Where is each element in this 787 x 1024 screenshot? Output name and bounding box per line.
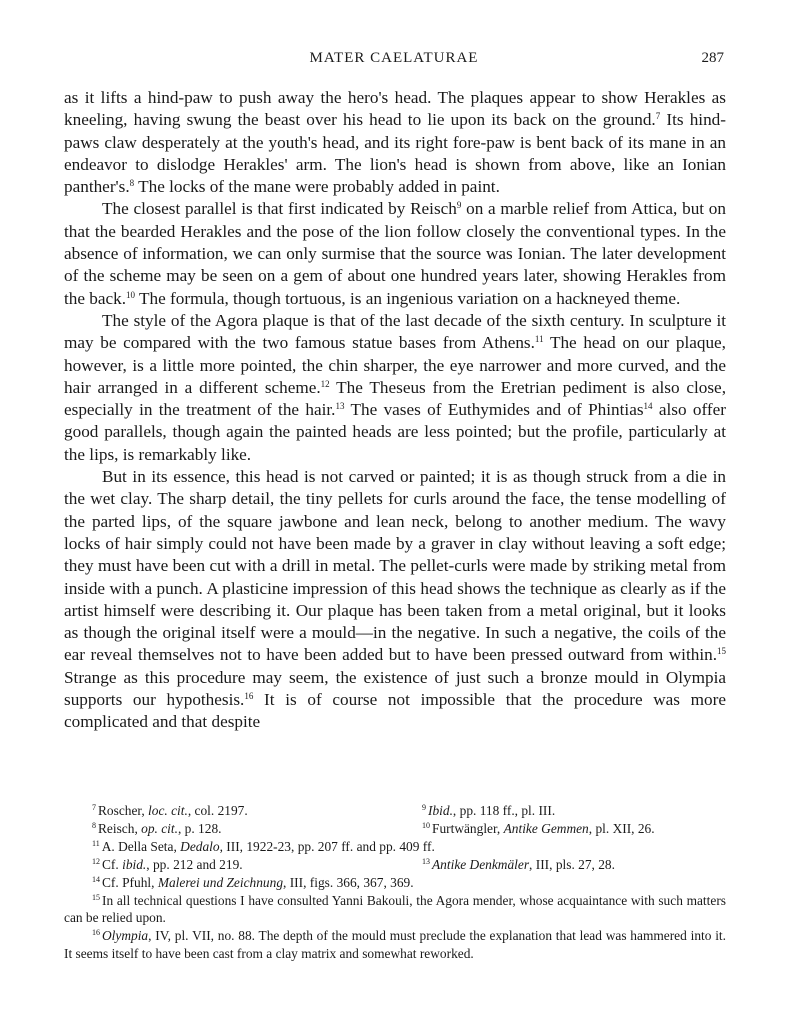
footnote-number: 7: [92, 803, 96, 812]
running-title: MATER CAELATURAE: [309, 50, 479, 66]
footnote-number: 14: [92, 874, 100, 884]
footnote-ref: 16: [244, 691, 254, 702]
footnote: [64, 892, 726, 928]
footnote-ref: 11: [534, 334, 544, 345]
text-run: Strange as this procedure may seem, the existence of just such a bronze mould in Olympia supports our hypothesis.: [64, 667, 726, 710]
footnote: [394, 856, 724, 874]
footnote-number: 11: [92, 838, 100, 848]
footnote-ref: 10: [126, 289, 136, 300]
footnote-ref: 12: [320, 378, 330, 389]
text-run: Furtwängler,: [432, 820, 504, 836]
text-run: The locks of the mane were probably added in paint.: [134, 177, 500, 197]
text-run: as it lifts a hind-paw to push away the hero's head. The plaques appear to show Herakles as kneeling, having swung the beast over his head to lie upon its back on the ground.: [64, 88, 726, 130]
text-run: , III, 1922-23, pp. 207 ff. and pp. 409 ff.: [219, 838, 435, 854]
text-run: , IV, pl. VII, no. 88. The depth of the mould must preclude the explanation that lead was hammered into it. It seems itself to have been cast from a clay matrix and somewhat reworked.: [64, 928, 726, 962]
italic-text: Olympia: [102, 928, 149, 944]
text-run: Cf.: [102, 856, 123, 872]
italic-text: Malerei und Zeichnung: [157, 874, 284, 890]
footnote: [64, 802, 394, 820]
footnotes: [64, 802, 726, 963]
italic-text: Antike Gemmen: [503, 820, 589, 836]
italic-text: Antike Denkmäler: [432, 856, 530, 872]
italic-text: Ibid.: [428, 803, 453, 818]
text-run: also offer good parallels, though again the painted heads are less pointed; but the profile, particularly at the lips, is remarkably like.: [64, 400, 726, 464]
italic-text: loc. cit.: [148, 803, 188, 818]
text-run: on a marble relief from Attica, but on that the bearded Herakles and the pose of the lion follow closely the conventional types. In the absence of information, we can only surmise that the source was Ionian. The later development of the scheme may be seen on a gem of about one hundred years later, showing Herakles from the back.: [64, 199, 726, 308]
footnote-row: [64, 820, 726, 838]
text-run: The closest parallel is that first indicated by Reisch: [102, 199, 457, 219]
footnote: [394, 820, 724, 838]
text-run: The vases of Euthymides and of Phintias: [344, 400, 644, 420]
footnote-ref: 13: [335, 401, 345, 412]
text-run: Roscher,: [98, 803, 149, 818]
paragraph: [64, 466, 726, 734]
footnote: [394, 802, 724, 820]
text-run: , pl. XII, 26.: [588, 820, 655, 836]
footnote: [64, 927, 726, 963]
text-run: The head on our plaque, however, is a little more pointed, the chin sharper, the eye narrower and more curved, and the hair arranged in a different scheme.: [64, 333, 726, 397]
text-run: , III, pls. 27, 28.: [529, 856, 615, 872]
footnote-number: 8: [92, 820, 96, 830]
text-run: , III, figs. 366, 367, 369.: [283, 874, 414, 890]
text-run: , pp. 212 and 219.: [146, 856, 243, 872]
italic-text: ibid.: [122, 856, 147, 872]
text-run: Cf. Pfuhl,: [102, 874, 158, 890]
footnote-ref: 8: [129, 178, 135, 189]
page-number: 287: [701, 50, 724, 66]
footnote-row: [64, 856, 726, 874]
footnote-ref: 9: [456, 200, 462, 211]
text-run: In all technical questions I have consulted Yanni Bakouli, the Agora mender, whose acquaintance with such matters can be relied upon.: [64, 892, 726, 926]
text-run: The style of the Agora plaque is that of the last decade of the sixth century. In sculpture it may be compared with the two famous statue bases from Athens.: [64, 310, 726, 353]
italic-text: op. cit.: [141, 820, 178, 836]
footnote-row: [64, 802, 726, 820]
footnote-ref: 7: [655, 111, 661, 122]
footnote-number: 12: [92, 856, 100, 866]
footnote: [64, 820, 394, 838]
text-run: , p. 128.: [177, 820, 222, 836]
paragraph: [64, 310, 726, 466]
text-run: A. Della Seta,: [101, 838, 181, 854]
text-run: , pp. 118 ff., pl. III.: [452, 803, 556, 818]
footnote: [64, 838, 726, 856]
text-run: The Theseus from the Eretrian pediment is also close, especially in the treatment of the hair.: [64, 377, 726, 420]
footnote-number: 15: [92, 892, 100, 902]
text-run: Its hind-paws claw desperately at the youth's head, and its right fore-paw is bent back of its mane in an endeavor to dislodge Herakles' arm. The lion's head is shown from above, like an Ionian panther's.: [64, 110, 726, 197]
text-run: It is of course not impossible that the procedure was more complicated and that despite: [64, 690, 727, 732]
text-run: Reisch,: [98, 820, 142, 836]
footnote-number: 13: [422, 856, 430, 866]
footnote: [64, 874, 726, 892]
italic-text: Dedalo: [180, 838, 220, 854]
text-run: But in its essence, this head is not carved or painted; it is as though struck from a die in the wet clay. The sharp detail, the tiny pellets for curls around the face, the tense modelling of the parted lips, of the square jawbone and lean neck, belong to another medium. The wavy locks of hair simply could not have been made by a graver in clay without leaving a soft edge; they must have been cut with a drill in metal. The pellet-curls were made by striking metal from inside with a punch. A plasticine impression of this head shows the technique as clearly as if the artist himself were describing it. Our plaque has been taken from a metal original, but it looks as though the original itself were a mould—in the negative. In such a negative, the coils of the ear reveal themselves not to have been added but to have been pressed outward from within.: [64, 467, 726, 665]
footnote: [64, 856, 394, 874]
footnote-number: 9: [422, 803, 426, 812]
footnote-ref: 15: [717, 646, 726, 657]
footnote-ref: 14: [643, 401, 653, 412]
footnote-number: 16: [92, 928, 100, 938]
page-header: [64, 50, 724, 72]
paragraph: [64, 198, 726, 309]
body-text: [64, 87, 726, 734]
paragraph: [64, 87, 726, 198]
text-run: The formula, though tortuous, is an ingenious variation on a hackneyed theme.: [135, 288, 681, 308]
footnote-number: 10: [422, 820, 430, 830]
text-run: , col. 2197.: [187, 803, 248, 818]
